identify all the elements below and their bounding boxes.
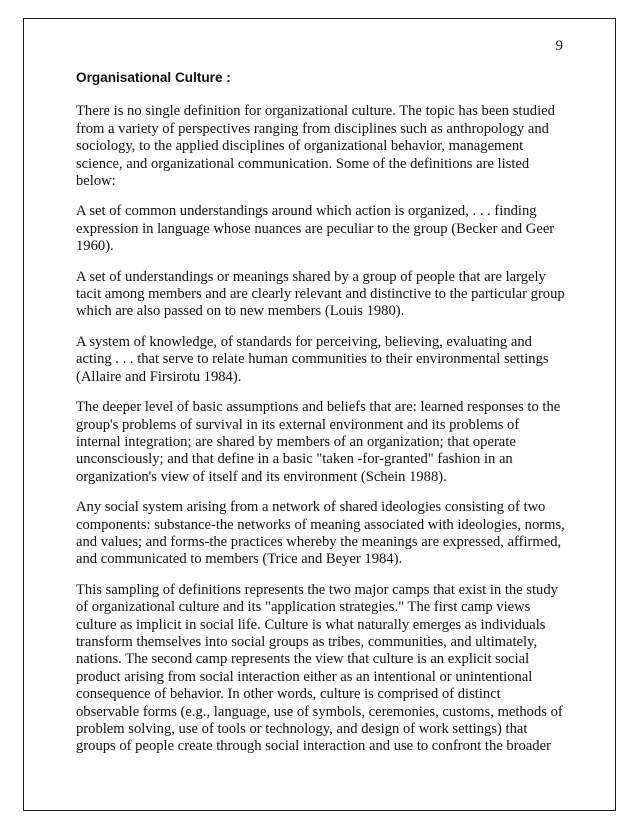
- section-heading: Organisational Culture :: [76, 70, 231, 85]
- paragraph-sampling-discussion: This sampling of definitions represents the two major camps that exist in the study of organizational culture and its "application strategies." The first camp views culture as implicit in social life. Culture is what naturally emerges as individuals transform themselves into social groups as tribes, communities, and ultimately, nations. The second camp represents the view that culture is an explicit social product arising from social interaction either as an intentional or unintentional consequence of behavior. In other words, culture is comprised of distinct observable forms (e.g., language, use of symbols, ceremonies, customs, methods of problem solving, use of tools or technology, and design of work settings) that groups of people create through social interaction and use to confront the broader: [76, 581, 563, 755]
- paragraph-definition-schein: The deeper level of basic assumptions and beliefs that are: learned responses to the group's problems of survival in its external environment and its problems of internal integration; are shared by members of an organization; that operate unconsciously; and that define in a basic "taken -for-granted" fashion in an organization's view of itself and its environment (Schein 1988).: [76, 399, 561, 485]
- paragraph-intro: There is no single definition for organizational culture. The topic has been studied from a variety of perspectives ranging from disciplines such as anthropology and sociology, to the applied disciplines of organizational behavior, management science, and organizational communication. Some of the definitions are listed below:: [76, 103, 555, 190]
- paragraph-definition-becker-geer: A set of common understandings around which action is organized, . . . finding expression in language whose nuances are peculiar to the group (Becker and Geer 1960).: [76, 203, 555, 255]
- page-number: 9: [555, 38, 563, 54]
- document-body: [76, 69, 566, 769]
- paragraph-definition-allaire-firsirotu: A system of knowledge, of standards for perceiving, believing, evaluating and acting . . . that serve to relate human communities to their environmental settings (Allaire and Firsirotu 1984).: [76, 333, 549, 385]
- paragraph-definition-trice-beyer: Any social system arising from a network of shared ideologies consisting of two components: substance-the networks of meaning associated with ideologies, norms, and values; and forms-the practices whereby the meanings are expressed, affirmed, and communicated to members (Trice and Beyer 1984).: [76, 499, 565, 568]
- paragraph-definition-louis: A set of understandings or meanings shared by a group of people that are largely tacit among members and are clearly relevant and distinctive to the particular group which are also passed on to new members (Louis 1980).: [76, 268, 565, 320]
